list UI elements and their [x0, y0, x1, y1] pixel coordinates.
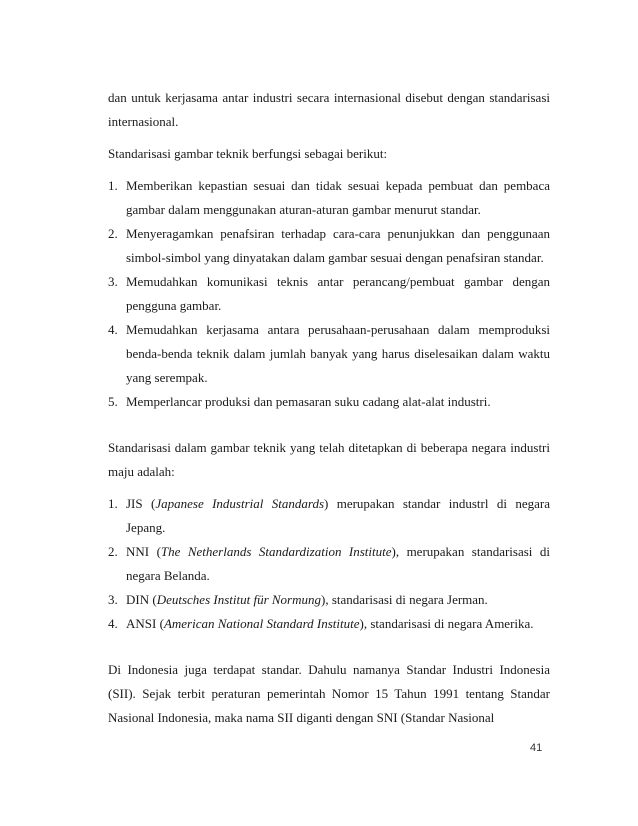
standards-heading: Standarisasi dalam gambar teknik yang telah ditetapkan di beberapa negara industri maju adalah: [108, 440, 550, 479]
list-item: 4. Memudahkan kerjasama antara perusahaan-perusahaan dalam memproduksi benda-benda teknik dalam jumlah banyak yang harus diselesaikan dalam waktu yang serempak. [108, 322, 550, 385]
list-item: 4. ANSI (American National Standard Institute), standarisasi di negara Amerika. [108, 616, 534, 631]
list-item: 1. Memberikan kepastian sesuai dan tidak sesuai kepada pembuat dan pembaca gambar dalam menggunakan aturan-aturan gambar menurut standar. [108, 178, 550, 217]
list-item: 3. DIN (Deutsches Institut für Normung), standarisasi di negara Jerman. [108, 592, 488, 607]
standards-list [108, 492, 550, 636]
list-item: 5. Memperlancar produksi dan pemasaran suku cadang alat-alat industri. [108, 394, 491, 409]
page-number: 41 [530, 742, 543, 754]
list-item: 1. JIS (Japanese Industrial Standards) merupakan standar industrl di negara Jepang. [108, 496, 550, 535]
list-item: 2. Menyeragamkan penafsiran terhadap cara-cara penunjukkan dan penggunaan simbol-simbol yang dinyatakan dalam gambar sesuai dengan penafsiran standar. [108, 226, 550, 265]
list-item: 3. Memudahkan komunikasi teknis antar perancang/pembuat gambar dengan pengguna gambar. [108, 274, 550, 313]
list-item: 2. NNI (The Netherlands Standardization Institute), merupakan standarisasi di negara Belanda. [108, 544, 550, 583]
functions-heading: Standarisasi gambar teknik berfungsi sebagai berikut: [108, 146, 388, 161]
intro-paragraph: dan untuk kerjasama antar industri secara internasional disebut dengan standarisasi internasional. [108, 90, 550, 129]
page-content [108, 86, 550, 730]
functions-list [108, 174, 550, 414]
closing-paragraph: Di Indonesia juga terdapat standar. Dahulu namanya Standar Industri Indonesia (SII). Sejak terbit peraturan pemerintah Nomor 15 Tahun 1991 tentang Standar Nasional Indonesia, maka nama SII diganti dengan SNI (Standar Nasional [108, 662, 550, 725]
